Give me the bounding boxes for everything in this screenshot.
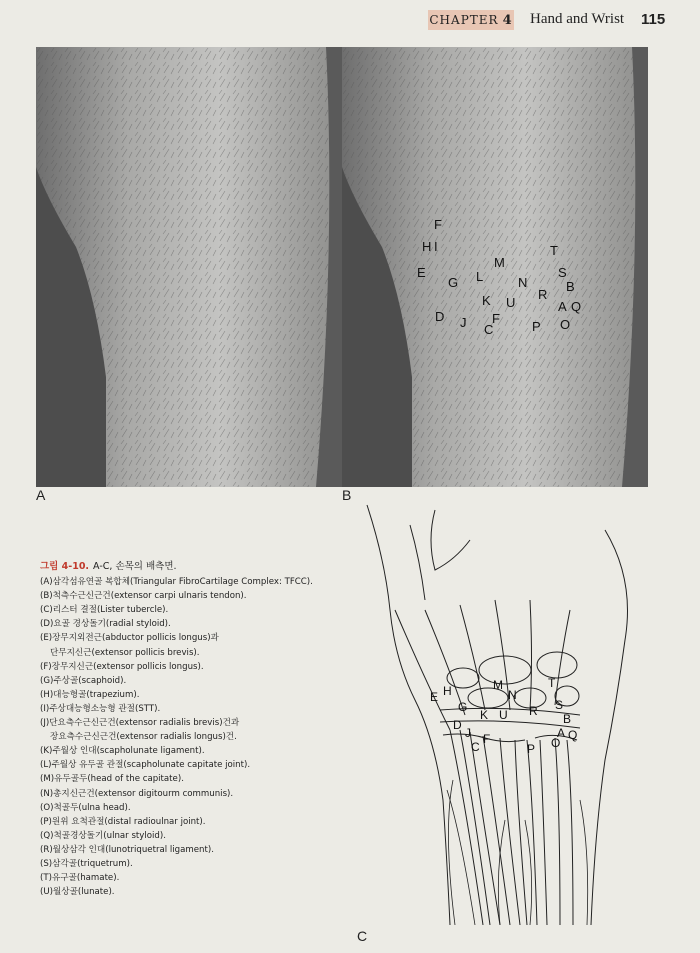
caption-item: (H)대능형골(trapezium). — [40, 689, 140, 700]
photo-b-label-l: L — [476, 269, 484, 284]
caption-item: (J)단요측수근신근건(extensor radialis brevis)건과 — [40, 718, 240, 729]
photo-a-image — [36, 47, 342, 487]
diagram-label-g: G — [458, 700, 468, 714]
caption-item: (M)유두골두(head of the capitate). — [40, 774, 184, 785]
caption-item: 단무지신근(extensor pollicis brevis). — [50, 647, 200, 658]
caption-item: (N)총지신근건(extensor digitourm communis). — [40, 788, 234, 799]
caption-item: (I)주상대능형소능형 관절(STT). — [40, 703, 161, 714]
photo-b-label-f1: F — [434, 217, 442, 232]
diagram-label-c: C — [471, 740, 480, 754]
caption-item: (K)주월상 인대(scapholunate ligament). — [40, 746, 205, 757]
caption-item: (P)원위 요척관절(distal radioulnar joint). — [40, 816, 206, 827]
photo-b-label-t: T — [550, 243, 558, 258]
chapter-tab — [428, 10, 514, 30]
figure-title: A-C, 손목의 배측면. — [93, 561, 177, 572]
photo-b-label-b: B — [566, 279, 575, 294]
photo-wrist-a — [36, 47, 342, 487]
caption-item: (B)척측수근신근건(extensor carpi ulnaris tendon). — [40, 591, 247, 602]
figure-number: 그림 4-10. — [40, 561, 90, 572]
caption-item: (F)장무지신근(extensor pollicis longus). — [40, 661, 204, 672]
caption-item: (G)주상골(scaphoid). — [40, 675, 127, 686]
section-title: Hand and Wrist — [530, 11, 625, 27]
diagram-label-j: J — [465, 726, 471, 740]
photo-b-label-k: K — [482, 293, 491, 308]
photo-b-label-p: P — [532, 319, 541, 334]
photo-b-label-e: E — [417, 265, 426, 280]
diagram-label-u: U — [499, 708, 508, 722]
diagram-label-t: T — [548, 676, 556, 690]
diagram-label-r: R — [529, 704, 538, 718]
diagram-label-a: A — [557, 726, 566, 740]
panel-label-c: C — [357, 928, 368, 944]
diagram-label-h: H — [443, 684, 452, 698]
panel-label-a: A — [36, 487, 46, 503]
caption-item: (D)요골 경상돌기(radial styloid). — [40, 619, 171, 630]
caption-item: (L)주월상 유두골 관절(scapholunate capitate joint). — [40, 760, 251, 771]
caption-item: (A)삼각섬유연골 복합체(Triangular FibroCartilage Complex: TFCC). — [40, 577, 313, 588]
diagram-label-k: K — [480, 708, 489, 722]
photo-b-label-j: J — [460, 315, 467, 330]
photo-b-label-n: N — [518, 275, 528, 290]
caption-item: (S)삼각골(triquetrum). — [40, 858, 133, 869]
caption-item: (O)척골두(ulna head). — [40, 802, 131, 813]
photo-b-label-m: M — [494, 255, 505, 270]
caption-item: 장요측수근신근건(extensor radialis longus)건. — [50, 732, 237, 743]
page-header — [0, 0, 700, 40]
diagram-label-p: P — [527, 742, 536, 756]
diagram-label-f: F — [483, 732, 491, 746]
chapter-word: CHAPTER — [429, 13, 499, 27]
wrist-anatomy-diagram — [355, 500, 655, 925]
photo-b-label-u: U — [506, 295, 516, 310]
caption-title-line — [40, 560, 340, 574]
photo-b-label-c: C — [484, 322, 494, 337]
caption-item: (R)월상삼각 인대(lunotriquetral ligament). — [40, 844, 214, 855]
caption-item: (E)장무지외전근(abductor pollicis longus)과 — [40, 633, 219, 644]
photo-b-label-r: R — [538, 287, 548, 302]
diagram-label-m: M — [493, 678, 503, 692]
diagram-label-e: E — [430, 690, 439, 704]
chapter-number: 4 — [502, 12, 513, 28]
photo-b-label-i: I — [434, 239, 438, 254]
diagram-label-n: N — [508, 688, 517, 702]
photo-b-label-s: S — [558, 265, 567, 280]
figure-caption — [40, 560, 340, 899]
caption-item: (U)월상골(lunate). — [40, 887, 115, 898]
photo-b-label-o: O — [560, 317, 571, 332]
photo-b-label-g: G — [448, 275, 459, 290]
photo-wrist-b — [342, 47, 648, 487]
page-number: 115 — [641, 11, 666, 28]
diagram-label-s: S — [555, 698, 564, 712]
photo-b-label-f2: F — [492, 311, 500, 326]
diagram-label-o: O — [551, 736, 561, 750]
photo-b-label-q: Q — [571, 299, 582, 314]
photo-b-label-a: A — [558, 299, 567, 314]
photo-b-label-d: D — [435, 309, 445, 324]
caption-item: (C)리스터 결절(Lister tubercle). — [40, 605, 169, 616]
caption-item: (T)유구골(hamate). — [40, 873, 120, 884]
diagram-label-b: B — [563, 712, 572, 726]
diagram-label-d: D — [453, 718, 462, 732]
photo-b-label-h: H — [422, 239, 432, 254]
diagram-label-q: Q — [568, 728, 578, 742]
caption-item: (Q)척골경상돌기(ulnar styloid). — [40, 830, 166, 841]
panel-label-b: B — [342, 487, 352, 503]
